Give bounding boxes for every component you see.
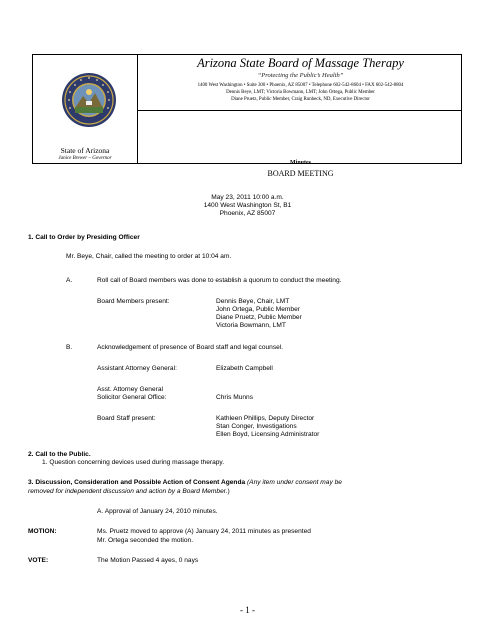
address-line: 1400 West Washington • Suite 300 • Phoenix, AZ 85007 • Telephone 602-542-8604 • FAX 602-542-8804 [197,83,404,88]
section-2-item: 1. Question concerning devices used during massage therapy. [42,459,225,466]
item-a-text: Roll call of Board members was done to establish a quorum to conduct the meeting. [97,277,342,284]
section-1-heading: 1. Call to Order by Presiding Officer [28,234,140,241]
item-b-letter: B. [66,344,73,351]
minutes-label: Minutes [290,160,311,166]
letterhead-box [32,54,462,178]
arizona-state-seal-icon [61,72,117,128]
board-member: Dennis Beye, Chair, LMT [216,298,290,305]
meeting-label: BOARD MEETING [267,169,334,178]
board-members-label: Board Members present: [97,298,170,305]
item-a-letter: A. [66,277,73,284]
board-title: Arizona State Board of Massage Therapy [197,56,404,70]
meeting-city: Phoenix, AZ 85007 [219,210,276,217]
members-line-2: Diane Pruetz, Public Member, Craig Runbeck, ND, Executive Director [231,97,370,102]
section-3-note-close: ) [227,488,230,495]
section-3-note-1: (Any item under consent may be [246,479,342,486]
section-3-item-a: A. Approval of January 24, 2010 minutes. [97,508,218,515]
motion-line-2: Mr. Ortega seconded the motion. [97,537,194,544]
page-number: - 1 - [240,605,255,615]
item-b-text: Acknowledgement of presence of Board staff and legal counsel. [97,344,284,351]
aag-label: Assistant Attorney General: [97,365,177,372]
meeting-date-time: May 23, 2011 10:00 a.m. [211,194,284,201]
staff-member: Ellen Boyd, Licensing Administrator [216,431,320,438]
sgo-label-1: Asst. Attorney General [97,386,163,393]
members-line-1: Dennis Beye, LMT; Victoria Bowmann, LMT; John Ortega, Public Member [226,90,375,95]
header-divider [138,110,462,111]
section-3-note-2: removed for independent discussion and action by a Board Member. [28,488,228,495]
board-member: John Ortega, Public Member [216,306,300,313]
section-3-note-line [28,489,230,496]
vote-label: VOTE: [28,557,49,564]
vote-result: The Motion Passed 4 ayes, 0 nays [97,557,199,564]
section-3-heading-line [28,480,342,487]
section-3-heading: 3. Discussion, Consideration and Possible Action of Consent Agenda [28,479,246,486]
board-member: Diane Pruetz, Public Member [216,314,302,321]
section-1-intro: Mr. Beye, Chair, called the meeting to order at 10:04 am. [66,253,232,260]
state-name: State of Arizona [60,146,110,155]
motion-label: MOTION: [28,528,57,535]
sgo-label-2: Solicitor General Office: [97,394,167,401]
board-member: Victoria Bowmann, LMT [216,322,286,329]
sgo-name: Chris Munns [216,394,254,401]
motion-line-1: Ms. Pruetz moved to approve (A) January 24, 2011 minutes as presented [97,528,311,535]
board-motto: “Protecting the Public’s Health” [257,72,344,79]
staff-member: Stan Conger, Investigations [216,423,297,430]
meeting-street: 1400 West Washington St, B1 [203,202,292,209]
letterhead-left-cell [33,55,138,163]
aag-name: Elizabeth Campbell [216,365,273,372]
staff-label: Board Staff present: [97,415,156,422]
section-2-heading: 2. Call to the Public. [28,451,91,458]
governor-name: Janice Brewer – Governor [58,156,112,161]
staff-member: Kathleen Phillips, Deputy Director [216,415,315,422]
